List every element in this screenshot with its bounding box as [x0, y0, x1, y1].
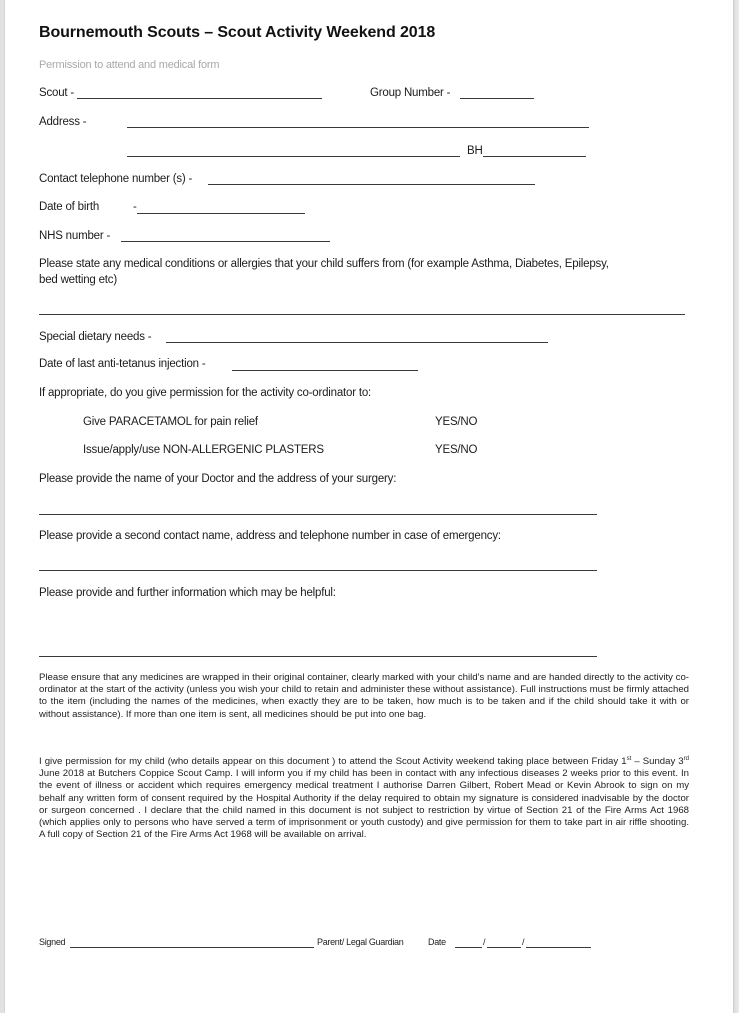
dietary-needs-field[interactable]	[166, 342, 548, 343]
plasters-yes-no-choice[interactable]: YES/NO	[435, 444, 478, 456]
consent-sup-st: st	[626, 756, 632, 762]
plasters-label: Issue/apply/use NON-ALLERGENIC PLASTERS	[83, 444, 324, 456]
tetanus-label: Date of last anti-tetanus injection -	[39, 358, 206, 370]
dob-field[interactable]	[137, 213, 305, 214]
paracetamol-yes-no-choice[interactable]: YES/NO	[435, 416, 478, 428]
doctor-prompt: Please provide the name of your Doctor and the address of your surgery:	[39, 473, 397, 485]
second-contact-field[interactable]	[39, 570, 597, 571]
further-info-field[interactable]	[39, 656, 597, 657]
nhs-number-field[interactable]	[121, 241, 330, 242]
page-edge-right	[733, 0, 739, 1013]
address-label: Address -	[39, 116, 87, 128]
document-title: Bournemouth Scouts – Scout Activity Weekend 2018	[39, 24, 436, 41]
dob-dash: -	[133, 201, 137, 213]
medical-conditions-prompt-line1: Please state any medical conditions or allergies that your child suffers from (for example Asthma, Diabetes, Epilepsy,	[39, 258, 609, 270]
group-number-label: Group Number -	[370, 87, 451, 99]
contact-phone-label: Contact telephone number (s) -	[39, 173, 193, 185]
scout-name-field[interactable]	[77, 98, 322, 99]
date-label: Date	[428, 937, 446, 947]
parent-guardian-label: Parent/ Legal Guardian	[317, 937, 404, 947]
date-year-field[interactable]	[526, 947, 591, 948]
date-separator-2: /	[522, 937, 525, 947]
paracetamol-label: Give PARACETAMOL for pain relief	[83, 416, 258, 428]
further-info-prompt: Please provide and further information which may be helpful:	[39, 587, 336, 599]
signed-label: Signed	[39, 937, 66, 947]
group-number-field[interactable]	[460, 98, 534, 99]
tetanus-date-field[interactable]	[232, 370, 418, 371]
postcode-prefix: BH	[467, 145, 483, 157]
contact-phone-field[interactable]	[208, 184, 535, 185]
permission-prompt: If appropriate, do you give permission for the activity co-ordinator to:	[39, 387, 372, 399]
dietary-needs-label: Special dietary needs -	[39, 331, 152, 343]
doctor-field[interactable]	[39, 514, 597, 515]
postcode-field[interactable]	[483, 156, 586, 157]
date-separator-1: /	[483, 937, 486, 947]
medical-conditions-field[interactable]	[39, 314, 685, 315]
document-subtitle: Permission to attend and medical form	[39, 59, 220, 71]
address-line2-field[interactable]	[127, 156, 460, 157]
consent-text-1: I give permission for my child (who details appear on this document ) to attend the Scout Activity weekend taking place between Friday 1	[39, 756, 627, 767]
address-line1-field[interactable]	[127, 127, 589, 128]
second-contact-prompt: Please provide a second contact name, address and telephone number in case of emergency:	[39, 530, 501, 542]
consent-text-2: – Sunday 3	[631, 756, 684, 767]
signature-field[interactable]	[70, 947, 314, 948]
consent-text-3: June 2018 at Butchers Coppice Scout Camp. I will inform you if my child has been in contact with any infectious diseases 2 weeks prior to this event. In the event of illness or accident which requires emergency medical treatment I authorise Darren Gilbert, Robert Mead or Kevin Abrook to sign on my behalf any written form of consent required by the Hospital Authority if the delay required to obtain my signature is considered inadvisable by the doctor or surgeon concerned . I declare that the child named in this document is not subject to restriction by virtue of Section 21 of the Fire Arms Act 1968 (which applies only to persons who have served a term of imprisonment or youth custody) and give permission for them to take part in air riffle shooting. A full copy of Section 21 of the Fire Arms Act 1968 will be available on arrival.	[39, 768, 689, 841]
scout-label: Scout -	[39, 87, 75, 99]
date-month-field[interactable]	[487, 947, 521, 948]
medicines-paragraph: Please ensure that any medicines are wrapped in their original container, clearly marked with your child’s name and are handed directly to the activity co-ordinator at the start of the activity (unless you wish your child to retain and administer these without assistance). Full instructions must be firmly attached to the item (including the names of the medicines, when exactly they are to be taken, how much is to be taken and if the child should take it with or without assistance). If more than one item is sent, all medicines should be put into one bag.	[39, 672, 689, 720]
date-day-field[interactable]	[455, 947, 482, 948]
nhs-number-label: NHS number -	[39, 230, 111, 242]
page-edge-left	[0, 0, 5, 1013]
consent-paragraph	[39, 756, 689, 841]
medical-conditions-prompt-line2: bed wetting etc)	[39, 274, 117, 286]
consent-sup-rd: rd	[683, 756, 689, 762]
document-page	[6, 0, 733, 1013]
dob-label: Date of birth	[39, 201, 100, 213]
